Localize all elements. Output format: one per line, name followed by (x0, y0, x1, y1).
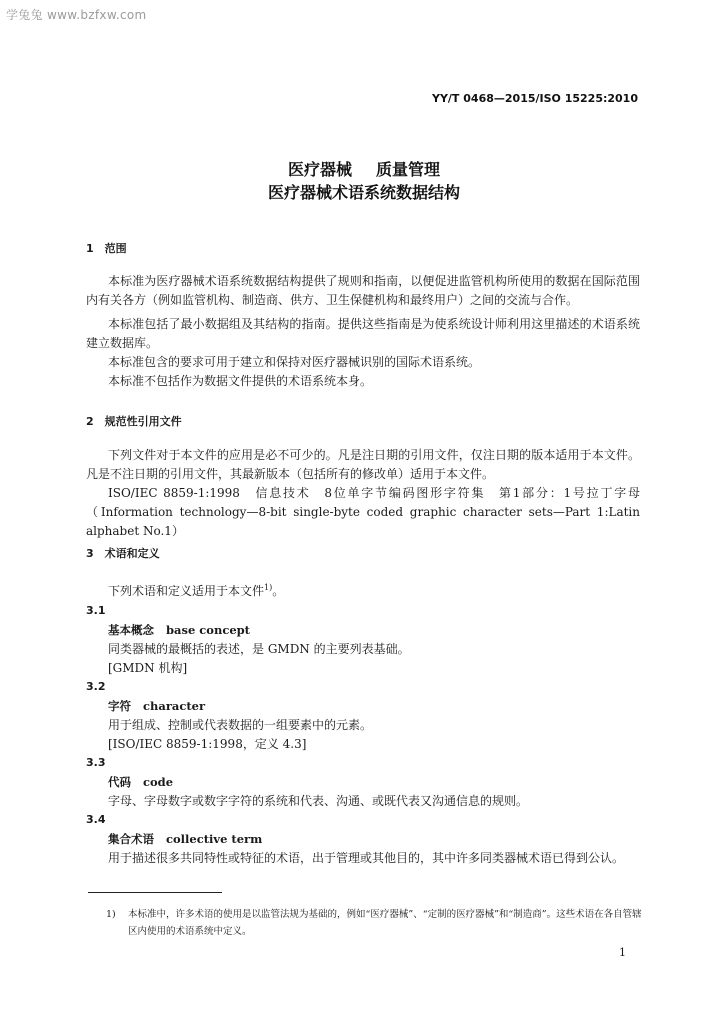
footnote-divider (88, 892, 222, 893)
title-part-a: 医疗器械 (287, 160, 352, 179)
term-definition: 字母、字母数字或数字字符的系统和代表、沟通、或既代表又沟通信息的规则。 (108, 794, 529, 808)
term-definition: 用于描述很多共同特性或特征的术语，出于管理或其他目的，其中许多同类器械术语已得到公认。 (108, 851, 625, 865)
term-en: character (143, 699, 206, 713)
term-number: 3.4 (86, 813, 106, 826)
document-title-line2: 医疗器械术语系统数据结构 (267, 183, 460, 202)
term-zh: 基本概念 (108, 623, 154, 637)
footnote-mark: 1) (106, 909, 116, 920)
footnote (106, 906, 642, 940)
term-en: base concept (166, 623, 250, 637)
term-title (108, 622, 250, 638)
term-title (108, 831, 262, 847)
term-zh: 字符 (108, 699, 131, 713)
terms-intro-text: 下列术语和定义适用于本文件 (108, 584, 265, 598)
term-number: 3.2 (86, 680, 106, 693)
term-title (108, 774, 173, 790)
scope-paragraph-2: 本标准包括了最小数据组及其结构的指南。提供这些指南是为使系统设计师利用这里描述的术语系统建立数据库。 (86, 317, 640, 350)
watermark: 学兔兔 www.bzfxw.com (6, 8, 147, 22)
section-heading-scope: 1 范围 (86, 242, 127, 255)
standard-number: YY/T 0468—2015/ISO 15225:2010 (431, 92, 638, 105)
term-source: [ISO/IEC 8859-1:1998，定义 4.3] (108, 737, 307, 751)
footnote-text: 本标准中，许多术语的使用是以监管法规为基础的，例如“医疗器械”、“定制的医疗器械”和“制造商”。这些术语在各自管辖区内使用的术语系统中定义。 (128, 909, 642, 937)
term-definition: 用于组成、控制或代表数据的一组要素中的元素。 (108, 718, 373, 732)
term-title (108, 698, 205, 714)
normative-reference-iso8859: ISO/IEC 8859-1:1998 信息技术 8位单字节编码图形字符集 第1部分：1号拉丁字母（Information technology—8-bit single-byte coded graphic character sets—Part 1:Latin alphabet No.1） (86, 486, 640, 538)
scope-paragraph-1: 本标准为医疗器械术语系统数据结构提供了规则和指南，以便促进监管机构所使用的数据在国际范围内有关各方（例如监管机构、制造商、供方、卫生保健机构和最终用户）之间的交流与合作。 (86, 274, 640, 307)
terms-intro-end: 。 (272, 584, 285, 598)
term-definition: 同类器械的最概括的表述，是 GMDN 的主要列表基础。 (108, 642, 410, 656)
section-heading-terms: 3 术语和定义 (86, 547, 160, 560)
section-heading-normative-references: 2 规范性引用文件 (86, 415, 182, 428)
normative-paragraph-1: 下列文件对于本文件的应用是必不可少的。凡是注日期的引用文件，仅注日期的版本适用于本文件。凡是不注日期的引用文件，其最新版本（包括所有的修改单）适用于本文件。 (86, 448, 640, 481)
term-zh: 代码 (108, 775, 131, 789)
term-en: code (143, 775, 174, 789)
document-title-line1 (0, 157, 728, 180)
term-number: 3.1 (86, 604, 106, 617)
title-part-b: 质量管理 (376, 160, 441, 179)
term-number: 3.3 (86, 756, 106, 769)
scope-paragraph-4: 本标准不包括作为数据文件提供的术语系统本身。 (108, 374, 373, 388)
scope-paragraph-3: 本标准包含的要求可用于建立和保持对医疗器械识别的国际术语系统。 (108, 355, 481, 369)
page-number: 1 (619, 946, 626, 959)
footnote-reference[interactable]: 1) (264, 583, 273, 592)
term-source: [GMDN 机构] (108, 661, 188, 675)
terms-intro (108, 578, 284, 601)
term-en: collective term (166, 832, 263, 846)
term-zh: 集合术语 (108, 832, 154, 846)
